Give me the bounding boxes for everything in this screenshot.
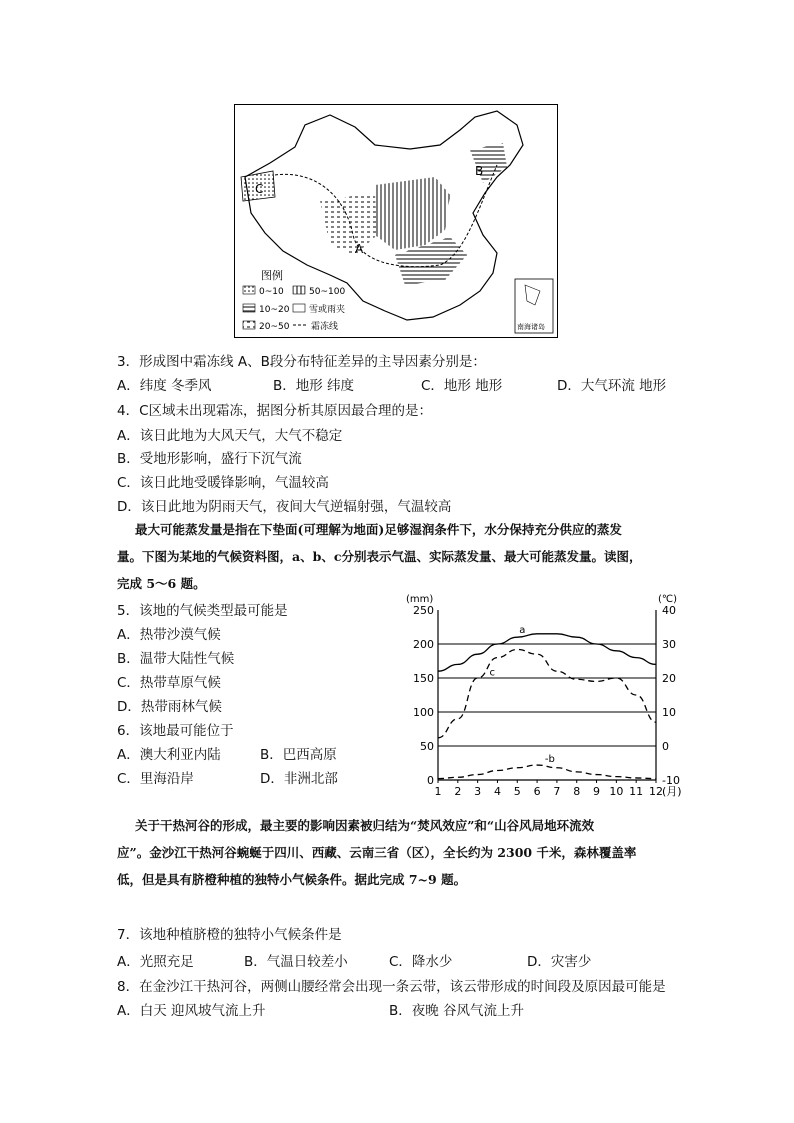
intro2-line-2: 应”。金沙江干热河谷蜿蜒于四川、西藏、云南三省（区），全长约为 2300 千米，森林覆盖率 xyxy=(117,845,637,860)
right-tick-label: -10 xyxy=(662,774,680,787)
q8-option-b[interactable]: B．夜晚 谷风气流上升 xyxy=(389,1003,525,1019)
q7-option-b[interactable]: B．气温日较差小 xyxy=(244,954,348,970)
x-tick-label: 8 xyxy=(573,785,581,798)
x-tick-label: 4 xyxy=(493,785,501,798)
intro-evaporation xyxy=(117,516,683,597)
intro1-line-3: 完成 5～6 题。 xyxy=(117,576,206,591)
x-tick-label: 7 xyxy=(553,785,561,798)
q7-option-c[interactable]: C．降水少 xyxy=(389,954,453,970)
q7-stem: 7．该地种植脐橙的独特小气候条件是 xyxy=(117,927,342,943)
legend-frost-line: 霜冻线 xyxy=(311,322,339,332)
x-tick-label: 6 xyxy=(533,785,541,798)
legend-0-10: 0~10 xyxy=(259,287,284,297)
left-tick-label: 200 xyxy=(413,638,434,651)
q4-option-d[interactable]: D．该日此地为阴雨天气，夜间大气逆辐射强，气温较高 xyxy=(117,499,452,515)
right-tick-label: 30 xyxy=(662,638,676,651)
q6-option-b[interactable]: B．巴西高原 xyxy=(260,747,337,763)
x-tick-label: 1 xyxy=(434,785,442,798)
right-tick-label: 40 xyxy=(662,604,676,617)
q6-option-a[interactable]: A．澳大利亚内陆 xyxy=(117,747,221,763)
x-tick-label: 2 xyxy=(454,785,462,798)
q4-option-b[interactable]: B．受地形影响，盛行下沉气流 xyxy=(117,451,302,467)
intro2-line-1: 关于干热河谷的形成，最主要的影响因素被归结为“焚风效应”和“山谷风局地环流效 xyxy=(135,818,595,833)
legend-title: 图例 xyxy=(261,269,283,282)
inset-label: 南海诸岛 xyxy=(517,323,545,331)
map-label-a: A xyxy=(355,242,364,256)
q4-option-a[interactable]: A．该日此地为大风天气，大气不稳定 xyxy=(117,428,343,444)
left-tick-label: 150 xyxy=(413,672,434,685)
x-unit: (月) xyxy=(662,785,682,798)
x-tick-label: 11 xyxy=(629,785,644,798)
zone-20-50 xyxy=(320,193,377,255)
q3-option-d[interactable]: D．大气环流 地形 xyxy=(557,378,667,394)
q4-stem: 4．C区域未出现霜冻，据图分析其原因最合理的是： xyxy=(117,403,433,419)
q7-option-a[interactable]: A．光照充足 xyxy=(117,954,194,970)
x-tick-label: 9 xyxy=(593,785,601,798)
x-tick-label: 10 xyxy=(609,785,624,798)
q3-stem: 3．形成图中霜冻线 A、B段分布特征差异的主导因素分别是： xyxy=(117,354,486,370)
q5-option-a[interactable]: A．热带沙漠气候 xyxy=(117,627,221,643)
map-label-b: B xyxy=(475,164,484,178)
series-a-line xyxy=(438,634,656,671)
series-b-line xyxy=(438,765,656,779)
q3-option-c[interactable]: C．地形 地形 xyxy=(421,378,503,394)
q8-stem: 8．在金沙江干热河谷，两侧山腰经常会出现一条云带，该云带形成的时间段及原因最可能是 xyxy=(117,979,666,995)
series-b-label: -b xyxy=(544,753,555,765)
right-tick-label: 0 xyxy=(662,740,669,753)
series-c-line xyxy=(438,649,656,737)
zone-50-100 xyxy=(375,177,450,250)
q5-option-d[interactable]: D．热带雨林气候 xyxy=(117,699,222,715)
legend-10-20: 10~20 xyxy=(259,305,290,315)
q6-option-d[interactable]: D．非洲北部 xyxy=(260,771,338,787)
q5-option-b[interactable]: B．温带大陆性气候 xyxy=(117,651,235,667)
map-figure xyxy=(235,105,557,337)
q3-option-a[interactable]: A．纬度 冬季风 xyxy=(117,378,212,394)
intro1-line-2: 量。下图为某地的气候资料图，a、b、c分别表示气温、实际蒸发量、最大可能蒸发量。读图， xyxy=(117,549,642,564)
right-unit: (℃) xyxy=(658,594,678,605)
x-tick-label: 5 xyxy=(513,785,521,798)
legend-20-50: 20~50 xyxy=(259,322,290,332)
q5-stem: 5．该地的气候类型最可能是 xyxy=(117,603,288,619)
left-tick-label: 250 xyxy=(413,604,434,617)
x-tick-label: 3 xyxy=(474,785,482,798)
q6-stem: 6．该地最可能位于 xyxy=(117,723,234,739)
series-a-label: a xyxy=(519,625,526,637)
climate-chart xyxy=(398,590,698,802)
china-frost-map xyxy=(234,104,558,338)
map-label-c: C xyxy=(255,182,264,196)
left-tick-label: 0 xyxy=(427,774,434,787)
intro1-line-1: 最大可能蒸发量是指在下垫面(可理解为地面)足够湿润条件下，水分保持充分供应的蒸发 xyxy=(135,522,622,537)
left-unit: (mm) xyxy=(406,594,434,605)
legend-snow: 雪或雨夹 xyxy=(309,305,346,315)
x-tick-label: 12 xyxy=(649,785,663,798)
legend-50-100: 50~100 xyxy=(309,287,346,297)
right-tick-label: 10 xyxy=(662,706,676,719)
q4-option-c[interactable]: C．该日此地受暖锋影响，气温较高 xyxy=(117,475,329,491)
q3-option-b[interactable]: B．地形 纬度 xyxy=(273,378,355,394)
series-c-label: c xyxy=(489,667,495,679)
q7-option-d[interactable]: D．灾害少 xyxy=(527,954,592,970)
q5-option-c[interactable]: C．热带草原气候 xyxy=(117,675,221,691)
right-tick-label: 20 xyxy=(662,672,676,685)
intro2-line-3: 低，但是具有脐橙种植的独特小气候条件。据此完成 7~9 题。 xyxy=(117,872,467,887)
left-tick-label: 100 xyxy=(413,706,434,719)
left-tick-label: 50 xyxy=(420,740,434,753)
intro-dry-valley xyxy=(117,812,683,893)
climate-chart-svg xyxy=(398,590,698,802)
q8-option-a[interactable]: A．白天 迎风坡气流上升 xyxy=(117,1003,266,1019)
q6-option-c[interactable]: C．里海沿岸 xyxy=(117,771,194,787)
